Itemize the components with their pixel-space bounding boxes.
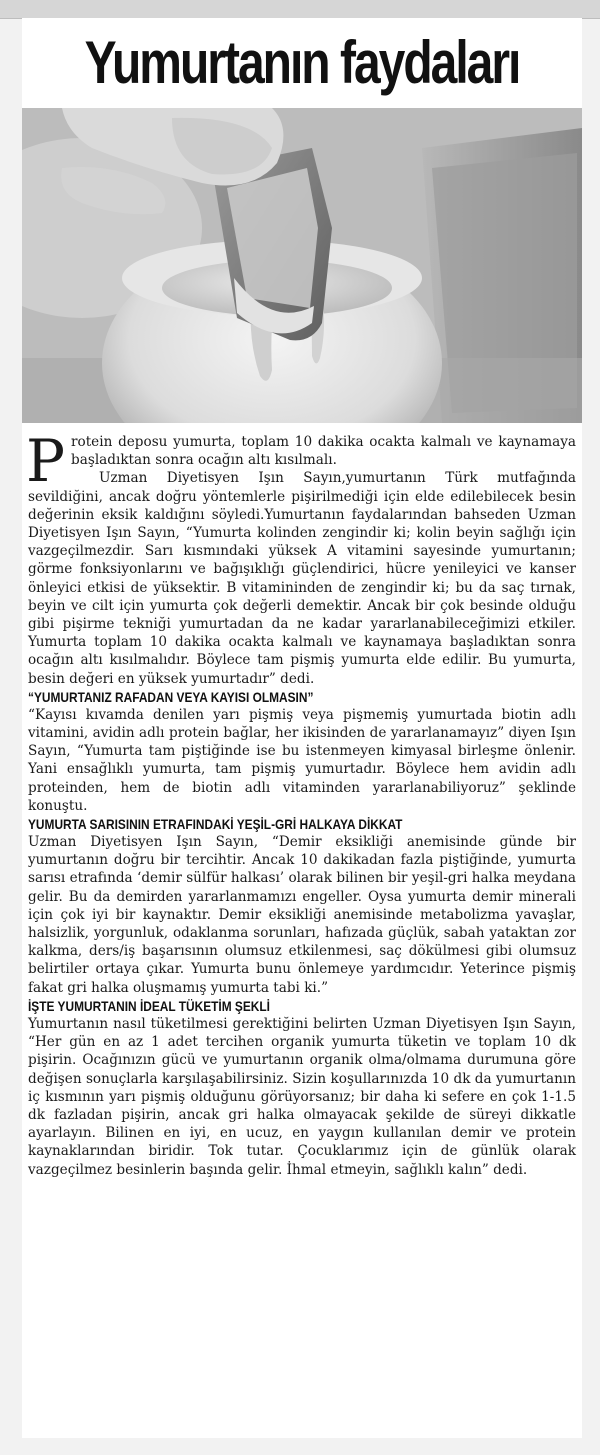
- section-text-rafadan: “Kayısı kıvamda denilen yarı pişmiş veya pişmemiş yumurtada biotin adlı vitamini, avidin adlı protein bağlar, her ikisinden de yararlanamayız” diyen Işın Sayın, “Yumurta tam piştiğinde ise bu istenmeyen kimyasal birleşme önlenir. Yani ensağlıklı yumurta, tam pişmiş yumurtadır. Böylece hem avidin adlı proteinden, hem de biotin adlı vitaminden yararlanabiliyoruz” şeklinde konuştu.: [28, 706, 576, 814]
- section-title-yesil-gri-halka: YUMURTA SARISININ ETRAFINDAKİ YEŞİL-GRİ HALKAYA DİKKAT: [28, 816, 403, 833]
- drop-cap: P: [26, 427, 66, 495]
- intro-paragraph: [26, 427, 576, 688]
- newspaper-clipping: [22, 18, 582, 1438]
- section-text-ideal-tuketim: Yumurtanın nasıl tüketilmesi gerektiğini belirten Uzman Diyetisyen Işın Sayın, “Her gün en az 1 adet tercihen organik yumurta tüketin ve toplam 10 dk pişirin. Ocağınızın gücü ve yumurtanın organik olma/olmama durumuna göre değişen sonuçlarla karşılaşabilirsiniz. Sizin koşullarınızda 10 dk da yumurtanın iç kısmının yarı pişmiş olduğunu görüyorsanız; bir daha ki sefere en çok 1-1.5 dk fazladan pişirin, ancak gri halka olmayacak şekilde de süreyi dikkatle ayarlayın. Bilinen en iyi, en ucuz, en yaygın kullanılan demir ve protein kaynaklarından biridir. Tok tutar. Çocuklarımız için de günlük olarak vazgeçilmez besinlerin başında gelir. İhmal etmeyin, sağlıklı kalın” dedi.: [28, 1015, 576, 1178]
- article-photo: [22, 108, 582, 423]
- section-text-yesil-gri-halka: Uzman Diyetisyen Işın Sayın, “Demir eksikliği anemisinde günde bir yumurtanın doğru bir tercihtir. Ancak 10 dakikadan fazla piştiğinde, yumurta sarısı etrafında ‘demir sülfür halkası’ olarak bilinen bir yeşil-gri halka meydana gelir. Bu da demirden yararlanmamızı engeller. Oysa yumurta demir minerali için çok iyi bir kaynaktır. Demir eksikliği anemisinde metabolizma yavaşlar, halsizlik, yorgunluk, odaklanma sorunları, hafızada güçlük, sabah yataktan zor kalkma, ders/iş başarısının olumsuz etkilenmesi, saç dökülmesi gibi olumsuz belirtiler ortaya çıkar. Yumurta bunu önlemeye yardımcıdır. Yeterince pişmiş fakat gri halka oluşmamış yumurta tabi ki.”: [28, 834, 576, 996]
- headline: Yumurtanın faydaları: [84, 29, 520, 96]
- intro-text: Uzman Diyetisyen Işın Sayın,yumurtanın Türk mutfağında sevildiğini, ancak doğru yöntemlerle pişirilmediği için elde edilebilecek besin değerinin eksik kaldığını söyledi.Yumurtanın faydalarından bahseden Uzman Diyetisyen Işın Sayın, “Yumurta kolinden zengindir ki; kolin beyin sağlığı için vazgeçilmezdir. Sarı kısmındaki yüksek A vitamini sayesinde yumurtanın; görme fonksiyonlarını ve bağışıklığı güçlendirici, hücre yenileyici ve kanser önleyici etkisi de yüksektir. B vitamininden de zengindir ki; bu da saç tırnak, beyin ve cilt için yumurta çok değerli demektir. Ancak bir çok besinde olduğu gibi pişirme tekniği yumurtadan da ne kadar yararlanabileceğimizi etkiler. Yumurta toplam 10 dakika ocakta kalmalı ve kaynamaya başladıktan sonra ocağın altı kısılmalıdır. Böylece tam pişmiş yumurta elde edilir. Bu yumurta, besin değeri en yüksek yumurtadır” dedi.: [28, 470, 576, 687]
- clipping-top-strip: [0, 0, 600, 19]
- egg-dipping-bread-photo-icon: [22, 108, 582, 423]
- intro-lead: rotein deposu yumurta, toplam 10 dakika ocakta kalmalı ve kaynamaya başladıktan sonra ocağın altı kısılmalı.: [71, 434, 576, 469]
- section-title-ideal-tuketim: İŞTE YUMURTANIN İDEAL TÜKETİM ŞEKLİ: [28, 997, 270, 1014]
- section-title-rafadan: “YUMURTANIZ RAFADAN VEYA KAYISI OLMASIN”: [28, 688, 314, 705]
- article-body: [22, 423, 582, 1179]
